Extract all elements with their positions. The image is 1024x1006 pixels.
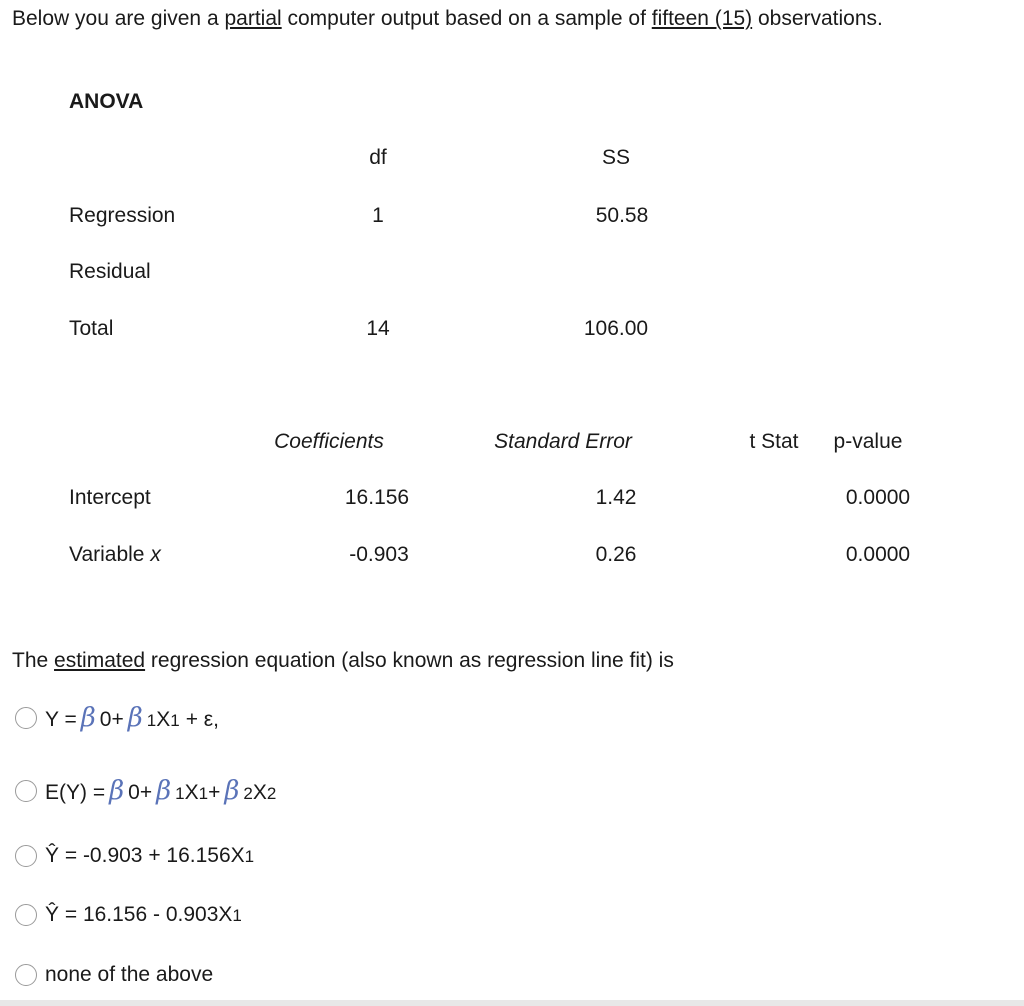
option-3[interactable] (15, 841, 254, 871)
row-label-total: Total (69, 317, 114, 340)
question-text: The estimated regression equation (also known as regression line fit) is (12, 649, 674, 672)
row-label-residual: Residual (69, 260, 151, 283)
beta-symbol: β (80, 703, 96, 733)
variable-x-p-value: 0.0000 (845, 543, 911, 566)
variable-x-coefficient: -0.903 (349, 543, 409, 566)
row-label-variable-x: Variable x (69, 543, 161, 566)
option-3-radio[interactable] (15, 845, 37, 867)
header-coefficients: Coefficients (274, 430, 384, 453)
header-ss: SS (601, 146, 631, 169)
beta-symbol: β (156, 776, 172, 806)
header-df: df (369, 146, 387, 169)
intercept-coefficient: 16.156 (344, 486, 410, 509)
option-4-label: Ŷ = 16.156 - 0.903X 1 (45, 903, 242, 926)
header-p-value: p-value (833, 430, 903, 453)
option-1-label: Y = β 0 + β 1 X 1 + ε, (45, 703, 219, 733)
option-4-radio[interactable] (15, 904, 37, 926)
variable-x-std-error: 0.26 (595, 543, 637, 566)
row-label-intercept: Intercept (69, 486, 151, 509)
header-t-stat: t Stat (749, 430, 799, 453)
option-2-label: E(Y) = β 0 + β 1 X 1 + β 2 X 2 (45, 776, 277, 806)
intercept-std-error: 1.42 (595, 486, 637, 509)
intro-text: Below you are given a partial computer output based on a sample of fifteen (15) observations. (12, 7, 883, 30)
row-label-regression: Regression (69, 204, 176, 227)
option-5-radio[interactable] (15, 964, 37, 986)
anova-title: ANOVA (69, 90, 144, 113)
option-1[interactable] (15, 703, 219, 733)
option-5-label: none of the above (45, 963, 214, 986)
header-standard-error: Standard Error (494, 430, 632, 453)
option-3-label: Ŷ = -0.903 + 16.156X 1 (45, 844, 255, 867)
total-df: 14 (366, 317, 390, 340)
fifteen-underlined: fifteen (15) (651, 7, 753, 30)
beta-symbol: β (127, 703, 143, 733)
beta-symbol: β (109, 776, 125, 806)
partial-underlined: partial (224, 7, 282, 30)
total-ss: 106.00 (583, 317, 649, 340)
option-1-radio[interactable] (15, 707, 37, 729)
option-5[interactable] (15, 960, 213, 990)
beta-symbol: β (224, 776, 240, 806)
regression-df: 1 (372, 204, 384, 227)
option-4[interactable] (15, 900, 242, 930)
option-2[interactable] (15, 776, 276, 806)
estimated-underlined: estimated (54, 649, 146, 672)
intercept-p-value: 0.0000 (845, 486, 911, 509)
regression-ss: 50.58 (595, 204, 649, 227)
option-2-radio[interactable] (15, 780, 37, 802)
bottom-divider (0, 1000, 1024, 1006)
